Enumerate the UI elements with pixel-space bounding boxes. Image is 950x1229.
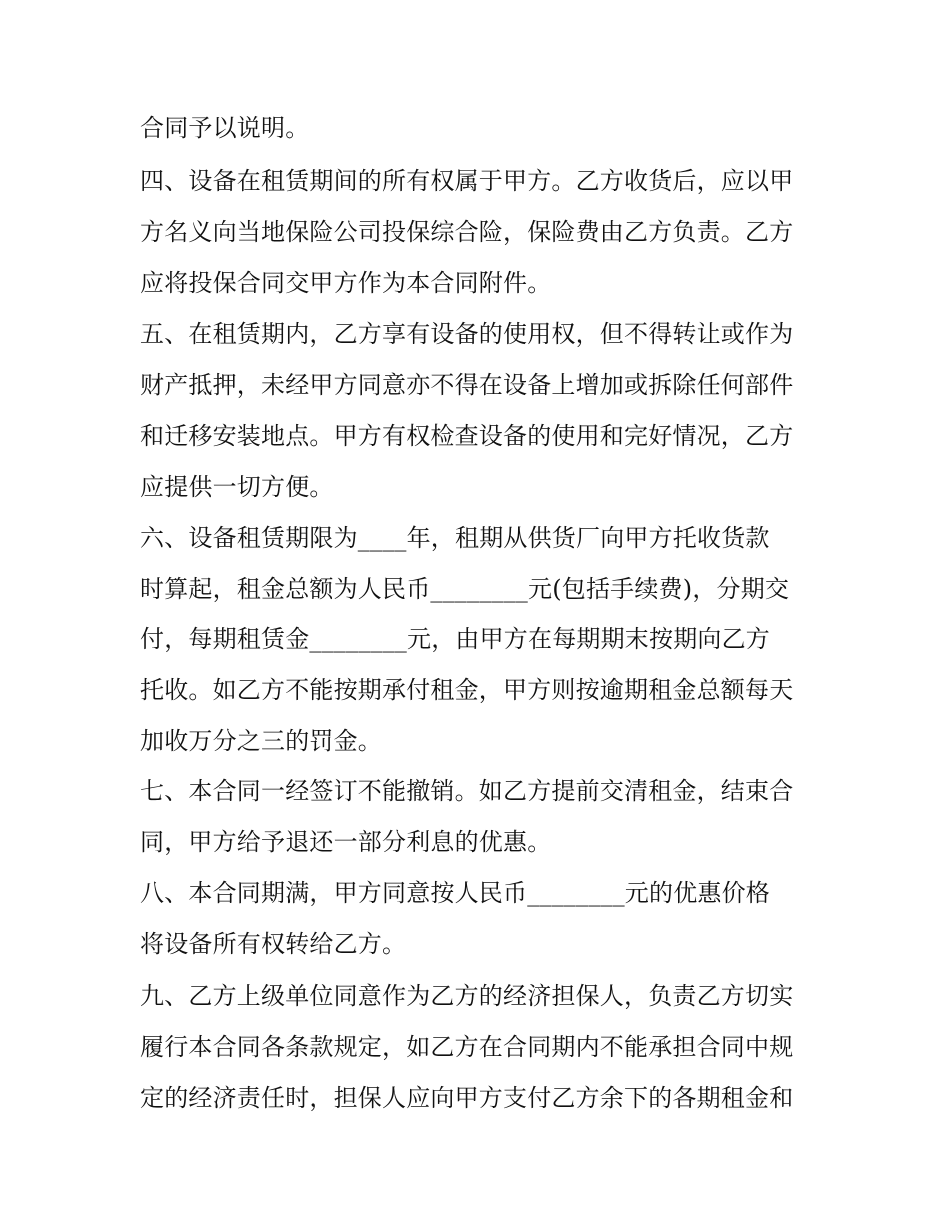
text-line: 将设备所有权转给乙方。 [140, 930, 407, 958]
text-line: 付，每期租赁金________元，由甲方在每期期末按期向乙方 [140, 625, 770, 653]
text-line: 七、本合同一经签订不能撤销。如乙方提前交清租金，结束合 [140, 777, 794, 805]
text-line: 托收。如乙方不能按期承付租金，甲方则按逾期租金总额每天 [140, 676, 794, 704]
text-line: 方名义向当地保险公司投保综合险，保险费由乙方负责。乙方 [140, 218, 794, 246]
text-line: 和迁移安装地点。甲方有权检查设备的使用和完好情况，乙方 [140, 422, 794, 450]
text-line: 同，甲方给予退还一部分利息的优惠。 [140, 828, 552, 856]
text-line: 四、设备在租赁期间的所有权属于甲方。乙方收货后，应以甲 [140, 167, 794, 195]
text-line: 应提供一切方便。 [140, 473, 334, 501]
text-line: 定的经济责任时，担保人应向甲方支付乙方余下的各期租金和 [140, 1084, 794, 1112]
text-line: 六、设备租赁期限为____年，租期从供货厂向甲方托收货款 [140, 524, 770, 552]
text-line: 九、乙方上级单位同意作为乙方的经济担保人，负责乙方切实 [140, 982, 794, 1010]
text-line: 五、在租赁期内，乙方享有设备的使用权，但不得转让或作为 [140, 320, 794, 348]
text-line: 八、本合同期满，甲方同意按人民币________元的优惠价格 [140, 879, 770, 907]
text-line: 合同予以说明。 [140, 114, 310, 142]
text-line: 加收万分之三的罚金。 [140, 727, 382, 755]
text-line: 财产抵押，未经甲方同意亦不得在设备上增加或拆除任何部件 [140, 371, 794, 399]
text-line: 履行本合同各条款规定，如乙方在合同期内不能承担合同中规 [140, 1033, 794, 1061]
text-line: 应将投保合同交甲方作为本合同附件。 [140, 269, 552, 297]
text-line: 时算起，租金总额为人民币________元(包括手续费)，分期交 [140, 575, 790, 603]
